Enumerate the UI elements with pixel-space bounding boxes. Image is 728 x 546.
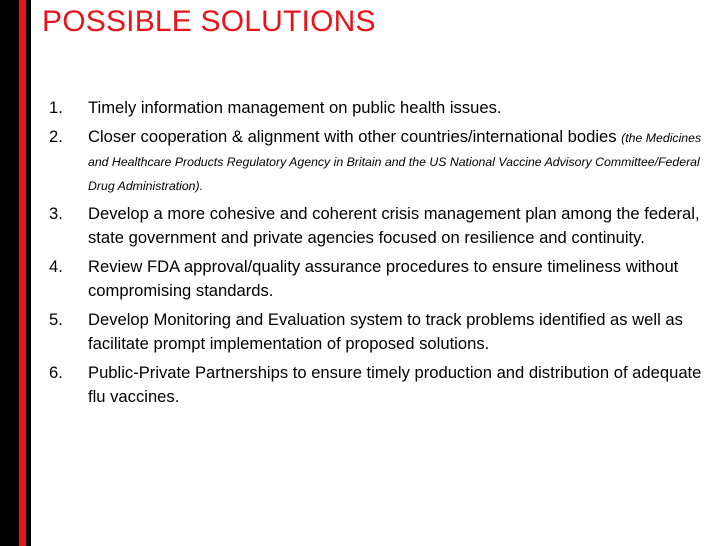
item-number: 6. (49, 363, 63, 382)
slide-title: POSSIBLE SOLUTIONS (42, 5, 376, 38)
list-item (0, 255, 728, 303)
list-item (0, 202, 728, 250)
solutions-list (0, 96, 728, 409)
item-number: 5. (49, 310, 63, 329)
list-item (0, 308, 728, 356)
item-text: Timely information management on public health issues. (88, 98, 502, 117)
item-text: Review FDA approval/quality assurance procedures to ensure timeliness without compromising standards. (88, 257, 679, 300)
item-number: 2. (49, 127, 63, 146)
item-text: Develop Monitoring and Evaluation system to track problems identified as well as facilitate prompt implementation of proposed solutions. (88, 310, 683, 353)
item-note: (the Medicines and Healthcare Products Regulatory Agency in Britain and the US National Vaccine Advisory Committee/Federal Drug Administration). (88, 131, 702, 193)
item-text: Closer cooperation & alignment with other countries/international bodies (88, 127, 617, 146)
item-number: 1. (49, 98, 63, 117)
item-number: 3. (49, 204, 63, 223)
list-item (0, 96, 728, 120)
item-number: 4. (49, 257, 63, 276)
item-text: Develop a more cohesive and coherent crisis management plan among the federal, state government and private agencies focused on resilience and continuity. (88, 204, 700, 247)
item-text: Public-Private Partnerships to ensure timely production and distribution of adequate flu vaccines. (88, 363, 702, 406)
list-item (0, 361, 728, 409)
list-item (0, 125, 728, 197)
